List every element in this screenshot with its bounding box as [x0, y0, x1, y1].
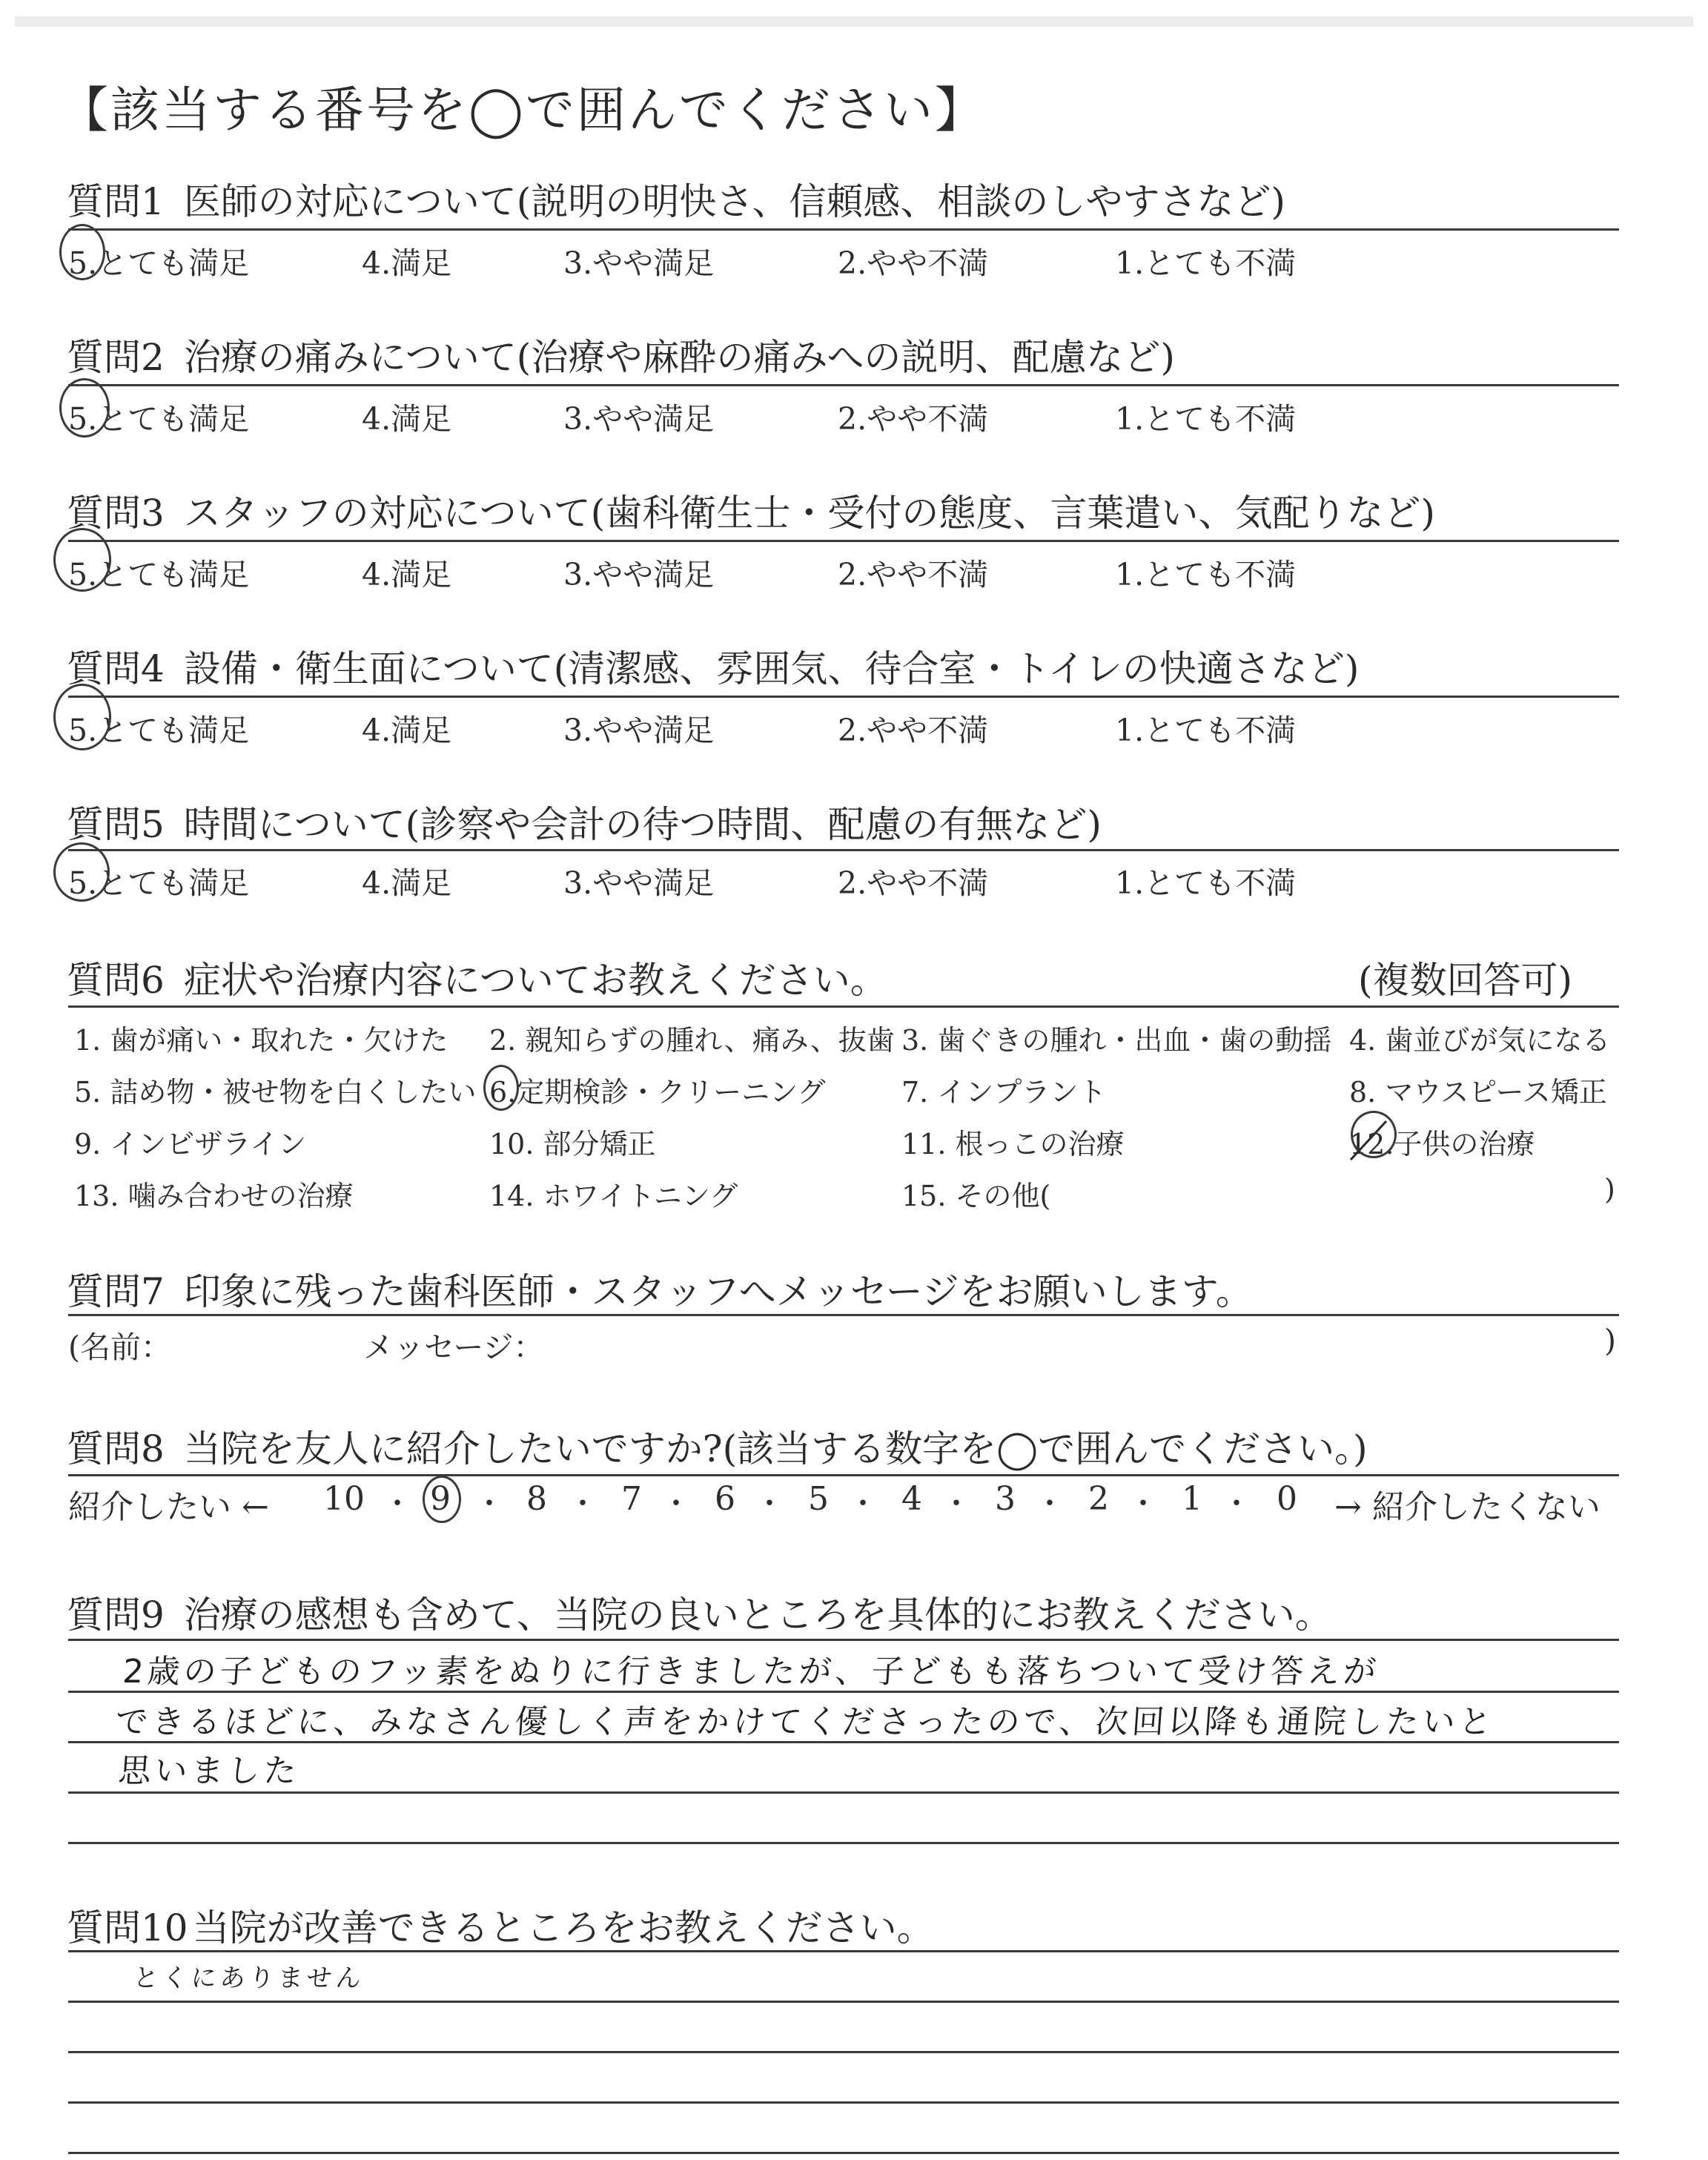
q6-item-9[interactable]: 9. インビザライン [74, 1128, 307, 1160]
question-10-rule-1 [68, 1950, 1619, 1952]
question-5-title: 質問5 時間について(診察や会計の待つ時間、配慮の有無など) [67, 803, 1102, 846]
q7-close-paren: ) [1604, 1323, 1616, 1358]
q6-item-10[interactable]: 10. 部分矯正 [489, 1128, 656, 1160]
q6-item-12-check-mark [1348, 1112, 1400, 1164]
q6-item-12[interactable]: 12.子供の治療 [1349, 1128, 1535, 1160]
q7-message-label: メッセージ： [363, 1330, 544, 1365]
q2-option-1[interactable]: 1.とても不満 [1115, 401, 1297, 437]
q6-item-8[interactable]: 8. マウスピース矯正 [1349, 1076, 1607, 1109]
q3-option-1[interactable]: 1.とても不満 [1115, 557, 1297, 592]
q1-option-2[interactable]: 2.やや不満 [838, 245, 989, 281]
q8-separator: ・ [568, 1487, 598, 1521]
q8-scale-6[interactable]: 6 [715, 1480, 735, 1518]
question-10-title: 質問10 当院が改善できるところをお教えください。 [67, 1906, 934, 1949]
q1-option-4[interactable]: 4.満足 [362, 245, 452, 281]
q8-separator: ・ [474, 1487, 504, 1521]
q4-option-1[interactable]: 1.とても不満 [1115, 713, 1297, 748]
q9-answer-line-3[interactable]: 思いました [116, 1752, 302, 1790]
q8-scale-7[interactable]: 7 [621, 1480, 642, 1518]
q6-item-6-selection-circle [483, 1065, 519, 1111]
q1-option-5[interactable]: 5.とても満足 [68, 245, 250, 281]
q8-separator: ・ [383, 1487, 412, 1521]
q4-option-5[interactable]: 5.とても満足 [68, 713, 250, 748]
question-9-rule-1 [68, 1639, 1619, 1641]
q8-separator: ・ [1128, 1487, 1158, 1521]
q8-separator: ・ [941, 1487, 971, 1521]
question-10-rule-5 [68, 2152, 1619, 2154]
question-6-rule [68, 1005, 1619, 1008]
q8-separator: ・ [1222, 1487, 1251, 1521]
scan-edge [15, 16, 1693, 27]
question-9-rule-5 [68, 1842, 1619, 1844]
q6-item-6[interactable]: 6.定期検診・クリーニング [489, 1076, 826, 1109]
question-9-rule-4 [68, 1791, 1619, 1794]
q1-option-1[interactable]: 1.とても不満 [1115, 245, 1297, 281]
q6-item-15[interactable]: 15. その他( [901, 1180, 1051, 1212]
question-2-title: 質問2 治療の痛みについて(治療や麻酔の痛みへの説明、配慮など) [67, 336, 1175, 379]
question-6-title: 質問6 症状や治療内容についてお教えください。 [67, 959, 887, 1002]
q2-selection-circle [59, 378, 110, 437]
q8-scale-0[interactable]: 0 [1277, 1480, 1297, 1518]
q2-option-4[interactable]: 4.満足 [362, 401, 452, 437]
q3-option-4[interactable]: 4.満足 [362, 557, 452, 592]
question-8-title: 質問8 当院を友人に紹介したいですか?(該当する数字を◯で囲んでください。) [67, 1427, 1368, 1470]
q6-item-3[interactable]: 3. 歯ぐきの腫れ・出血・歯の動揺 [901, 1024, 1332, 1057]
q5-option-2[interactable]: 2.やや不満 [838, 865, 989, 901]
q6-item-7[interactable]: 7. インプラント [901, 1076, 1107, 1109]
q6-item-2[interactable]: 2. 親知らずの腫れ、痛み、抜歯 [489, 1024, 895, 1057]
q8-scale-10[interactable]: 10 [323, 1480, 365, 1518]
q5-option-3[interactable]: 3.やや満足 [563, 865, 715, 901]
q1-option-3[interactable]: 3.やや満足 [563, 245, 715, 281]
q1-selection-circle [59, 224, 105, 280]
q8-scale-3[interactable]: 3 [995, 1480, 1016, 1518]
q7-name-label: (名前： [68, 1330, 171, 1365]
q8-separator: ・ [755, 1487, 784, 1521]
q8-scale-5[interactable]: 5 [808, 1480, 829, 1518]
q6-item-5[interactable]: 5. 詰め物・被せ物を白くしたい [74, 1076, 477, 1109]
q6-item-14[interactable]: 14. ホワイトニング [489, 1180, 738, 1212]
q8-left-label: 紹介したい ← [68, 1488, 269, 1526]
question-8-rule [68, 1474, 1619, 1476]
q6-item-4[interactable]: 4. 歯並びが気になる [1349, 1024, 1611, 1057]
q3-selection-circle [53, 528, 111, 592]
question-5-rule [68, 849, 1619, 851]
q9-answer-line-2[interactable]: できるほどに、みなさん優しく声をかけてくださったので、次回以降も通院したいと [113, 1703, 1497, 1741]
q8-scale-4[interactable]: 4 [901, 1480, 922, 1518]
q6-item-15-close: ) [1604, 1173, 1615, 1206]
q5-option-1[interactable]: 1.とても不満 [1115, 865, 1297, 901]
question-7-title: 質問7 印象に残った歯科医師・スタッフへメッセージをお願いします。 [67, 1270, 1253, 1313]
q8-separator: ・ [1035, 1487, 1065, 1521]
question-2-rule [68, 384, 1619, 386]
question-3-rule [68, 540, 1619, 542]
question-10-rule-2 [68, 2001, 1619, 2003]
q2-option-2[interactable]: 2.やや不満 [838, 401, 989, 437]
q2-option-5[interactable]: 5.とても満足 [68, 401, 250, 437]
q8-scale-8[interactable]: 8 [526, 1480, 547, 1518]
question-4-title: 質問4 設備・衛生面について(清潔感、雰囲気、待合室・トイレの快適さなど) [67, 647, 1360, 690]
q8-separator: ・ [848, 1487, 878, 1521]
q7-message-field[interactable] [534, 1323, 1594, 1367]
q8-scale-1[interactable]: 1 [1182, 1480, 1202, 1518]
page-header: 【該当する番号を◯で囲んでください】 [59, 82, 986, 139]
q3-option-2[interactable]: 2.やや不満 [838, 557, 989, 592]
question-4-rule [68, 696, 1619, 698]
question-1-title: 質問1 医師の対応について(説明の明快さ、信頼感、相談のしやすさなど) [67, 180, 1285, 223]
q6-item-11[interactable]: 11. 根っこの治療 [901, 1128, 1125, 1160]
q2-option-3[interactable]: 3.やや満足 [563, 401, 715, 437]
q6-item-1[interactable]: 1. 歯が痛い・取れた・欠けた [74, 1024, 448, 1057]
q8-separator: ・ [661, 1487, 691, 1521]
q8-right-label: → 紹介したくない [1334, 1488, 1601, 1526]
question-6-note: (複数回答可) [1358, 959, 1573, 1002]
q5-option-5[interactable]: 5.とても満足 [68, 865, 250, 901]
question-7-rule [68, 1314, 1619, 1316]
question-9-title: 質問9 治療の感想も含めて、当院の良いところを具体的にお教えください。 [67, 1593, 1332, 1636]
q5-option-4[interactable]: 4.満足 [362, 865, 452, 901]
q3-option-5[interactable]: 5.とても満足 [68, 557, 250, 592]
q9-answer-line-1[interactable]: 2歳の子どものフッ素をぬりに行きましたが、子どもも落ちついて受け答えが [121, 1653, 1381, 1691]
q10-answer[interactable]: とくにありません [132, 1964, 366, 1993]
q8-selection-circle [423, 1476, 461, 1523]
q4-option-4[interactable]: 4.満足 [362, 713, 452, 748]
q4-option-2[interactable]: 2.やや不満 [838, 713, 989, 748]
q4-option-3[interactable]: 3.やや満足 [563, 713, 715, 748]
question-10-rule-3 [68, 2051, 1619, 2053]
question-1-rule [68, 228, 1619, 231]
q8-scale-2[interactable]: 2 [1088, 1480, 1109, 1518]
q8-scale-9[interactable]: 9 [430, 1480, 451, 1518]
q4-selection-circle [53, 684, 111, 750]
question-3-title: 質問3 スタッフの対応について(歯科衛生士・受付の態度、言葉遣い、気配りなど) [67, 492, 1435, 535]
q3-option-3[interactable]: 3.やや満足 [563, 557, 715, 592]
q5-selection-circle [53, 842, 110, 902]
question-10-rule-4 [68, 2101, 1619, 2104]
q6-item-13[interactable]: 13. 噛み合わせの治療 [74, 1180, 354, 1212]
